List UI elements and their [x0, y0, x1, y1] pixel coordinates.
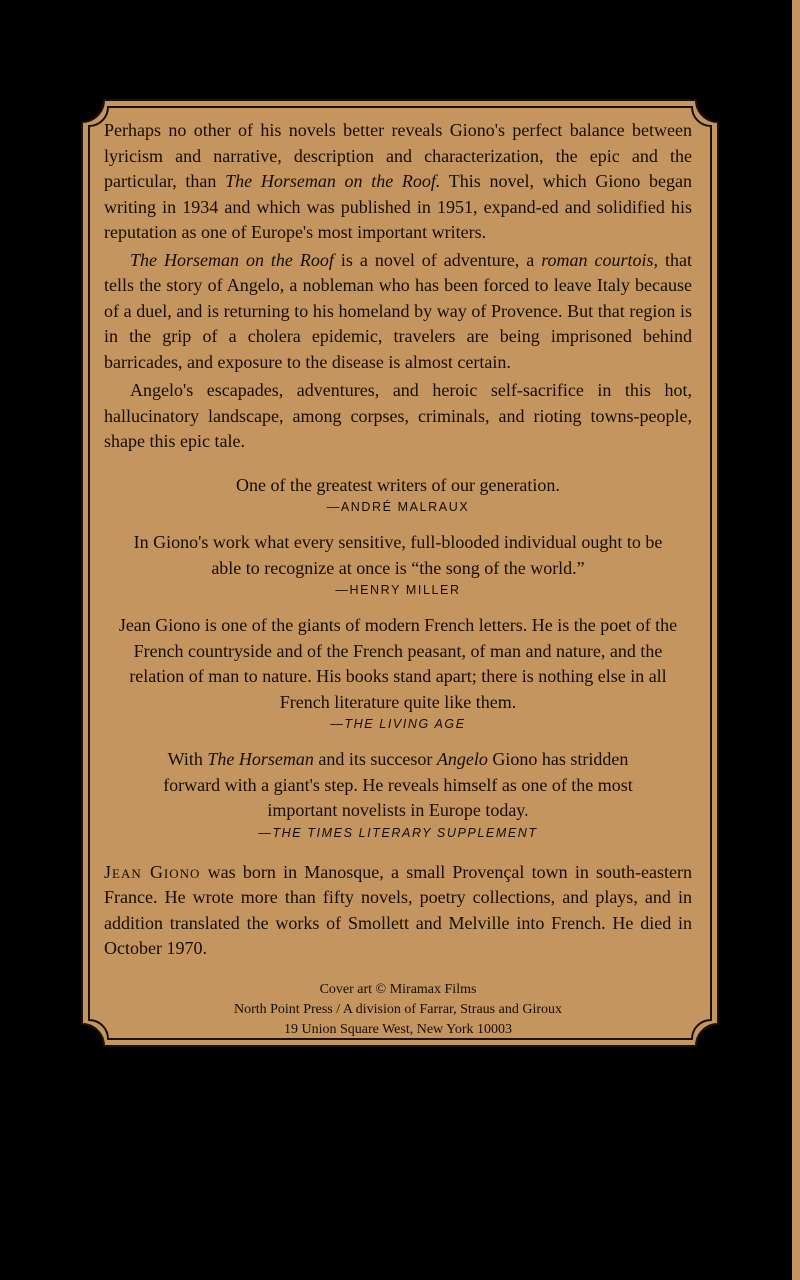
back-cover-text	[104, 118, 692, 1040]
review-quote-4	[104, 747, 692, 842]
publisher-line: North Point Press / A division of Farrar, Straus and Giroux	[233, 1001, 563, 1017]
quote-attribution: —THE LIVING AGE	[330, 717, 466, 731]
publisher-address: 19 Union Square West, New York 10003	[283, 1021, 513, 1037]
cover-art-credit: Cover art © Miramax Films	[319, 981, 477, 997]
book-title: The Horseman on the Roof	[130, 249, 334, 270]
publisher-credits	[104, 980, 692, 1040]
quote-text: Jean Giono is one of the giants of modern French letters. He is the poet of the French countryside and of the French peasant, of man and nature, and the relation of man to nature. His books stand apart; there is nothing else in all French literature quite like them.	[118, 615, 678, 712]
description-paragraph-3: Angelo's escapades, adventures, and heroic self-sacrifice in this hot, hallucinatory landscape, among corpses, criminals, and rioting towns-people, shape this epic tale.	[104, 380, 692, 451]
author-name: Jean Giono	[104, 861, 201, 882]
quote-attribution: —THE TIMES LITERARY SUPPLEMENT	[258, 825, 538, 840]
quote-text: One of the greatest writers of our generation.	[236, 474, 560, 495]
quote-text: In Giono's work what every sensitive, full-blooded individual ought to be able to recognize at once is “the song of the world.”	[133, 532, 663, 578]
book-title: The Horseman on the Roof.	[225, 171, 441, 191]
quote-attribution: —ANDRÉ MALRAUX	[326, 500, 470, 514]
description-paragraph-2: The Horseman on the Roof is a novel of adventure, a roman courtois, that tells the story of Angelo, a nobleman who has been forced to leave Italy because of a duel, and is returning to his homeland by way of Provence. But that region is in the grip of a cholera epidemic, travelers are being imprisoned behind barricades, and exposure to the disease is almost certain.	[104, 249, 693, 372]
genre-term: roman courtois,	[541, 249, 659, 270]
quote-text: With The Horseman and its succesor Angelo Giono has stridden forward with a giant's step. He reveals himself as one of the most important novelists in Europe today.	[163, 749, 633, 820]
review-quote-3	[104, 613, 692, 733]
quote-attribution: —HENRY MILLER	[335, 583, 461, 597]
description-paragraph-1: Perhaps no other of his novels better reveals Giono's perfect balance between lyricism and narrative, description and characterization, the epic and the particular, than The Horseman on the Roof. This novel, which Giono began writing in 1934 and which was published in 1951, expand-ed and solidified his reputation as one of Europe's most important writers.	[104, 120, 692, 242]
review-quote-1	[104, 473, 692, 517]
author-bio: Jean Giono was born in Manosque, a small Provençal town in south-eastern France. He wrote more than fifty novels, poetry collections, and plays, and in addition translated the works of Smollett and Melville into French. He died in October 1970.	[104, 861, 693, 958]
review-quote-2	[104, 530, 692, 599]
